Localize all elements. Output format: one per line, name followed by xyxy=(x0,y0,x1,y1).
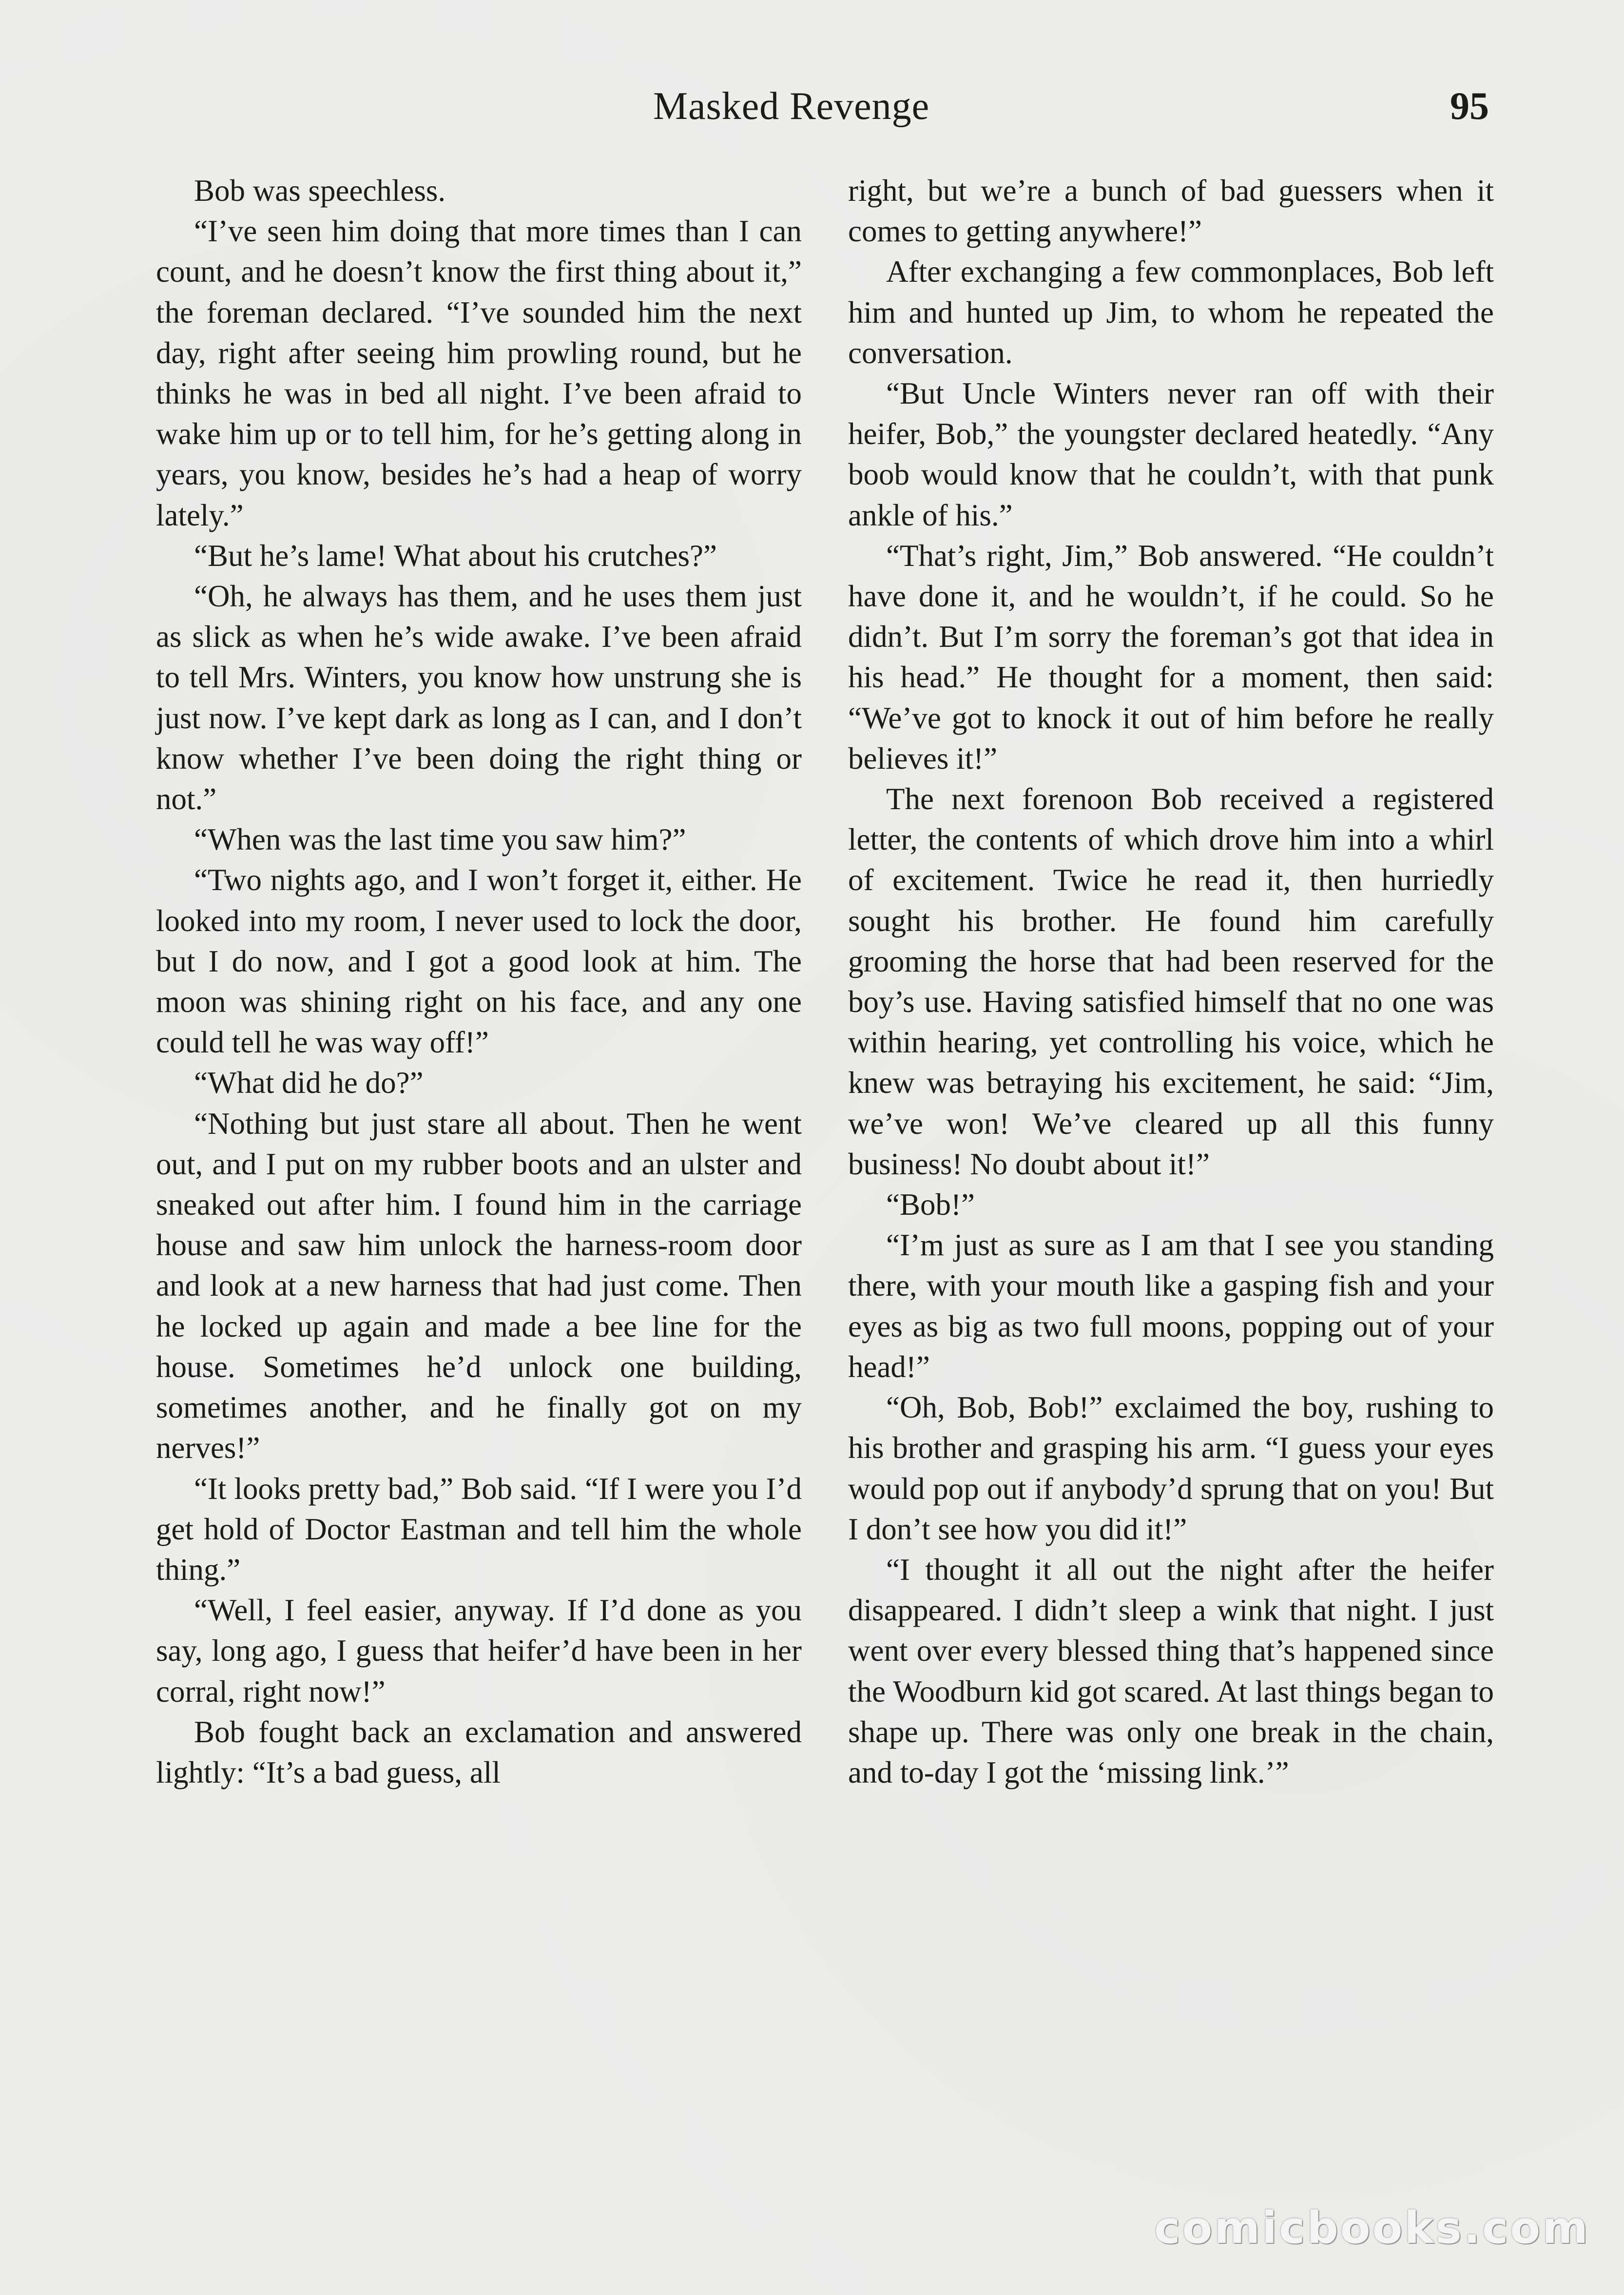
paragraph: “It looks pretty bad,” Bob said. “If I were you I’d get hold of Doctor Eastman and tell him the whole thing.” xyxy=(156,1471,802,1587)
running-head-title: Masked Revenge xyxy=(653,85,930,128)
paragraph: Bob was speechless. xyxy=(194,174,446,208)
paragraph: “I’m just as sure as I am that I see you standing there, with your mouth like a gasping fish and your eyes as big as two full moons, popping out of your head!” xyxy=(848,1228,1494,1384)
paragraph: “When was the last time you saw him?” xyxy=(194,822,686,857)
paragraph-continuation: right, but we’re a bunch of bad guessers when it comes to getting anywhere!” xyxy=(848,174,1494,249)
paragraph: Bob fought back an exclamation and answered lightly: “It’s a bad guess, all xyxy=(156,1714,802,1789)
left-column xyxy=(156,171,802,1793)
paragraph: “Oh, he always has them, and he uses them just as slick as when he’s wide awake. I’ve been afraid to tell Mrs. Winters, you know how unstrung she is just now. I’ve kept dark as long as I can, and I don’t know whether I’ve been doing the right thing or not.” xyxy=(156,579,802,817)
paragraph: “Nothing but just stare all about. Then he went out, and I put on my rubber boots and an ulster and sneaked out after him. I found him in the carriage house and saw him unlock the harness-room door and look at a new harness that had just come. Then he locked up again and made a bee line for the house. Sometimes he’d unlock one building, sometimes another, and he finally got on my nerves!” xyxy=(156,1106,802,1465)
paragraph: “Oh, Bob, Bob!” exclaimed the boy, rushing to his brother and grasping his arm. “I guess your eyes would pop out if anybody’d sprung that on you! But I don’t see how you did it!” xyxy=(848,1390,1494,1546)
paragraph: “That’s right, Jim,” Bob answered. “He couldn’t have done it, and he wouldn’t, if he could. So he didn’t. But I’m sorry the foreman’s got that idea in his head.” He thought for a moment, then said: “We’ve got to knock it out of him before he really believes it!” xyxy=(848,538,1494,776)
paragraph: “Well, I feel easier, anyway. If I’d done as you say, long ago, I guess that heifer’d have been in her corral, right now!” xyxy=(156,1593,802,1709)
right-column xyxy=(848,171,1494,1793)
paragraph: After exchanging a few commonplaces, Bob left him and hunted up Jim, to whom he repeated the conversation. xyxy=(848,254,1494,370)
paragraph: “What did he do?” xyxy=(194,1066,424,1100)
watermark-logo: comicbooks.com xyxy=(1154,2202,1590,2254)
paragraph: “But Uncle Winters never ran off with their heifer, Bob,” the youngster declared heatedly. “Any boob would know that he couldn’t, with that punk ankle of his.” xyxy=(848,376,1494,532)
paragraph: “I thought it all out the night after the heifer disappeared. I didn’t sleep a wink that night. I just went over every blessed thing that’s happened since the Woodburn kid got scared. At last things began to shape up. There was only one break in the chain, and to-day I got the ‘missing link.’” xyxy=(848,1552,1494,1789)
paragraph: “But he’s lame! What about his crutches?” xyxy=(194,538,717,573)
paragraph: “I’ve seen him doing that more times than I can count, and he doesn’t know the first thing about it,” the foreman declared. “I’ve sounded him the next day, right after seeing him prowling round, but he thinks he was in bed all night. I’ve been afraid to wake him up or to tell him, for he’s getting along in years, you know, besides he’s had a heap of worry lately.” xyxy=(156,214,802,532)
paragraph: “Two nights ago, and I won’t forget it, either. He looked into my room, I never used to lock the door, but I do now, and I got a good look at him. The moon was shining right on his face, and any one could tell he was way off!” xyxy=(156,863,802,1060)
page-number: 95 xyxy=(1450,85,1489,128)
paragraph: “Bob!” xyxy=(886,1187,975,1222)
paragraph: The next forenoon Bob received a registered letter, the contents of which drove him into a whirl of excitement. Twice he read it, then hurriedly sought his brother. He found him carefully grooming the horse that had been reserved for the boy’s use. Having satisfied himself that no one was within hearing, yet controlling his voice, which he knew was betraying his excitement, he said: “Jim, we’ve won! We’ve cleared up all this funny business! No doubt about it!” xyxy=(848,782,1494,1181)
